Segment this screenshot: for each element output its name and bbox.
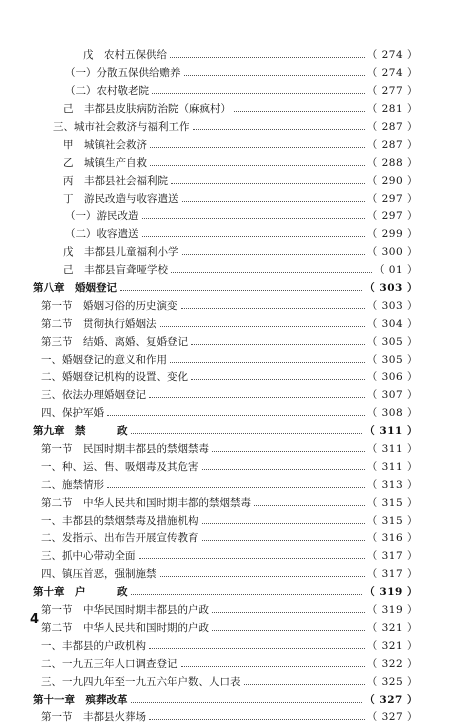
entry-title: 丙 丰都县社会福利院 <box>63 174 168 187</box>
entry-title: 三、一九四九年至一九五六年户数、人口表 <box>41 675 241 688</box>
entry-page-number: （ 306 ） <box>366 371 418 384</box>
entry-title: 二、一九五三年人口调查登记 <box>41 657 178 670</box>
toc-entry <box>33 153 418 171</box>
entry-page-number: （ 311 ） <box>366 460 418 473</box>
entry-title: 第九章 禁 政 <box>33 425 128 438</box>
entry-page-number: （ 303 ） <box>364 282 418 295</box>
entry-title: 第二节 中华人民共和国时期的户政 <box>41 621 209 634</box>
entry-page-number: （ 325 ） <box>366 675 418 688</box>
toc-entry <box>33 404 418 422</box>
entry-title: 第二节 中华人民共和国时期丰都的禁烟禁毒 <box>41 496 251 509</box>
dot-leader <box>171 272 372 273</box>
toc-entry <box>33 171 418 189</box>
entry-page-number: （ 319 ） <box>364 586 418 599</box>
entry-page-number: （ 287 ） <box>366 121 418 133</box>
chapter-heading-entry <box>33 690 418 708</box>
chapter-heading-entry <box>33 279 418 297</box>
dot-leader <box>212 612 365 613</box>
entry-title: 四、镇压首恶，强制施禁 <box>41 568 157 581</box>
entry-title: 戊 丰都县儿童福利小学 <box>63 246 179 259</box>
entry-title: 第十章 户 政 <box>33 586 128 599</box>
toc-entry <box>33 636 418 654</box>
dot-leader <box>131 702 363 703</box>
entry-page-number: （ 307 ） <box>366 389 418 402</box>
toc-entry <box>33 350 418 368</box>
entry-title: 第二节 贯彻执行婚姻法 <box>41 317 157 330</box>
entry-title: 一、婚姻登记的意义和作用 <box>41 353 167 366</box>
dot-leader <box>212 630 365 631</box>
dot-leader <box>191 344 365 345</box>
dot-leader <box>152 93 365 94</box>
entry-page-number: （ 274 ） <box>366 49 418 62</box>
entry-title: 第一节 丰都县火葬场 <box>41 711 146 724</box>
dot-leader <box>142 218 365 219</box>
entry-page-number: （ 313 ） <box>366 478 418 491</box>
dot-leader <box>149 648 365 649</box>
toc-entry <box>33 565 418 583</box>
toc-entry <box>33 261 418 279</box>
toc-entry <box>33 601 418 619</box>
entry-page-number: （ 01 ） <box>373 264 418 277</box>
entry-page-number: （ 317 ） <box>366 550 418 563</box>
entry-title: 第一节 中华民国时期丰都县的户政 <box>41 604 209 617</box>
dot-leader <box>149 397 365 398</box>
dot-leader <box>150 165 365 166</box>
table-of-contents <box>33 46 418 726</box>
dot-leader <box>202 469 365 470</box>
toc-entry <box>33 708 418 726</box>
toc-entry <box>33 64 418 82</box>
entry-page-number: （ 297 ） <box>366 192 418 205</box>
entry-title: 一、丰都县的户政机构 <box>41 639 146 652</box>
entry-title: （一）游民改造 <box>65 210 139 223</box>
dot-leader <box>182 254 365 255</box>
entry-title: 甲 城镇社会救济 <box>63 138 147 151</box>
dot-leader <box>149 719 365 720</box>
dot-leader <box>160 576 365 577</box>
toc-entry <box>33 314 418 332</box>
entry-page-number: （ 297 ） <box>366 210 418 223</box>
entry-page-number: （ 319 ） <box>366 604 418 617</box>
dot-leader <box>234 111 365 112</box>
dot-leader <box>107 415 365 416</box>
toc-entry <box>33 511 418 529</box>
entry-page-number: （ 327 ） <box>364 693 418 706</box>
toc-entry <box>33 440 418 458</box>
entry-page-number: （ 308 ） <box>366 407 418 420</box>
toc-entry <box>33 296 418 314</box>
entry-title: 第十一章 殡葬改革 <box>33 693 128 706</box>
entry-title: 三、抓中心带动全面 <box>41 550 136 563</box>
entry-title: 一、种、运、售、吸烟毒及其危害 <box>41 460 199 473</box>
entry-page-number: （ 287 ） <box>366 138 418 151</box>
toc-entry <box>33 207 418 225</box>
dot-leader <box>171 183 365 184</box>
dot-leader <box>107 487 365 488</box>
entry-title: 三、城市社会救济与福利工作 <box>53 121 190 133</box>
dot-leader <box>202 540 365 541</box>
dot-leader <box>212 451 365 452</box>
entry-page-number: （ 321 ） <box>366 639 418 652</box>
toc-entry <box>33 619 418 637</box>
entry-page-number: （ 311 ） <box>364 425 418 438</box>
toc-entry <box>33 386 418 404</box>
entry-title: 二、发指示、出布告开展宣传教育 <box>41 532 199 545</box>
dot-leader <box>181 308 365 309</box>
entry-title: （二）农村敬老院 <box>65 85 149 98</box>
entry-page-number: （ 315 ） <box>366 514 418 527</box>
toc-entry <box>33 547 418 565</box>
toc-entry <box>33 118 418 136</box>
entry-title: 第三节 结婚、离婚、复婚登记 <box>41 335 188 348</box>
dot-leader <box>182 201 365 202</box>
entry-page-number: （ 315 ） <box>366 496 418 509</box>
entry-page-number: （ 277 ） <box>366 85 418 98</box>
chapter-heading-entry <box>33 583 418 601</box>
chapter-heading-entry <box>33 422 418 440</box>
toc-entry <box>33 46 418 64</box>
entry-title: （二）收容遣送 <box>65 228 139 241</box>
entry-title: 戊 农村五保供给 <box>83 49 167 62</box>
entry-page-number: （ 305 ） <box>366 335 418 348</box>
entry-page-number: （ 300 ） <box>366 246 418 259</box>
dot-leader <box>184 75 365 76</box>
toc-entry <box>33 82 418 100</box>
toc-entry <box>33 529 418 547</box>
toc-entry <box>33 368 418 386</box>
dot-leader <box>181 666 365 667</box>
toc-entry <box>33 189 418 207</box>
entry-page-number: （ 305 ） <box>366 353 418 366</box>
dot-leader <box>244 684 365 685</box>
entry-title: 己 丰都县盲聋哑学校 <box>63 264 168 277</box>
dot-leader <box>254 505 365 506</box>
page-number: 4 <box>30 612 40 627</box>
toc-entry <box>33 493 418 511</box>
entry-title: 一、丰都县的禁烟禁毒及措施机构 <box>41 514 199 527</box>
entry-page-number: （ 316 ） <box>366 532 418 545</box>
entry-page-number: （ 322 ） <box>366 657 418 670</box>
entry-page-number: （ 299 ） <box>366 228 418 241</box>
toc-entry <box>33 672 418 690</box>
dot-leader <box>131 594 363 595</box>
toc-entry <box>33 457 418 475</box>
entry-page-number: （ 311 ） <box>366 443 418 456</box>
dot-leader <box>150 147 365 148</box>
dot-leader <box>193 129 365 130</box>
dot-leader <box>139 558 365 559</box>
entry-title: 二、施禁情形 <box>41 478 104 491</box>
entry-title: 丁 游民改造与收容遣送 <box>63 192 179 205</box>
entry-title: 三、依法办理婚姻登记 <box>41 389 146 402</box>
dot-leader <box>120 290 362 291</box>
dot-leader <box>131 433 363 434</box>
dot-leader <box>191 379 365 380</box>
toc-entry <box>33 100 418 118</box>
toc-entry <box>33 243 418 261</box>
dot-leader <box>160 326 365 327</box>
dot-leader <box>170 57 365 58</box>
entry-title: （一）分散五保供给赡养 <box>65 67 181 80</box>
entry-page-number: （ 288 ） <box>366 156 418 169</box>
entry-title: 四、保护军婚 <box>41 407 104 420</box>
entry-page-number: （ 281 ） <box>366 103 418 116</box>
dot-leader <box>142 236 365 237</box>
toc-entry <box>33 135 418 153</box>
entry-page-number: （ 321 ） <box>366 621 418 634</box>
dot-leader <box>170 362 365 363</box>
entry-title: 二、婚姻登记机构的设置、变化 <box>41 371 188 384</box>
entry-page-number: （ 304 ） <box>366 317 418 330</box>
entry-title: 己 丰都县皮肤病防治院（麻疯村） <box>63 103 231 116</box>
entry-title: 第八章 婚姻登记 <box>33 282 117 295</box>
toc-entry <box>33 225 418 243</box>
entry-title: 第一节 婚姻习俗的历史演变 <box>41 299 178 312</box>
toc-entry <box>33 475 418 493</box>
entry-title: 乙 城镇生产自救 <box>63 156 147 169</box>
toc-entry <box>33 332 418 350</box>
entry-page-number: （ 303 ） <box>366 299 418 312</box>
entry-page-number: （ 317 ） <box>366 568 418 581</box>
dot-leader <box>202 523 365 524</box>
entry-title: 第一节 民国时期丰都县的禁烟禁毒 <box>41 443 209 456</box>
entry-page-number: （ 290 ） <box>366 174 418 187</box>
entry-page-number: （ 327 ） <box>366 711 418 724</box>
entry-page-number: （ 274 ） <box>366 67 418 80</box>
